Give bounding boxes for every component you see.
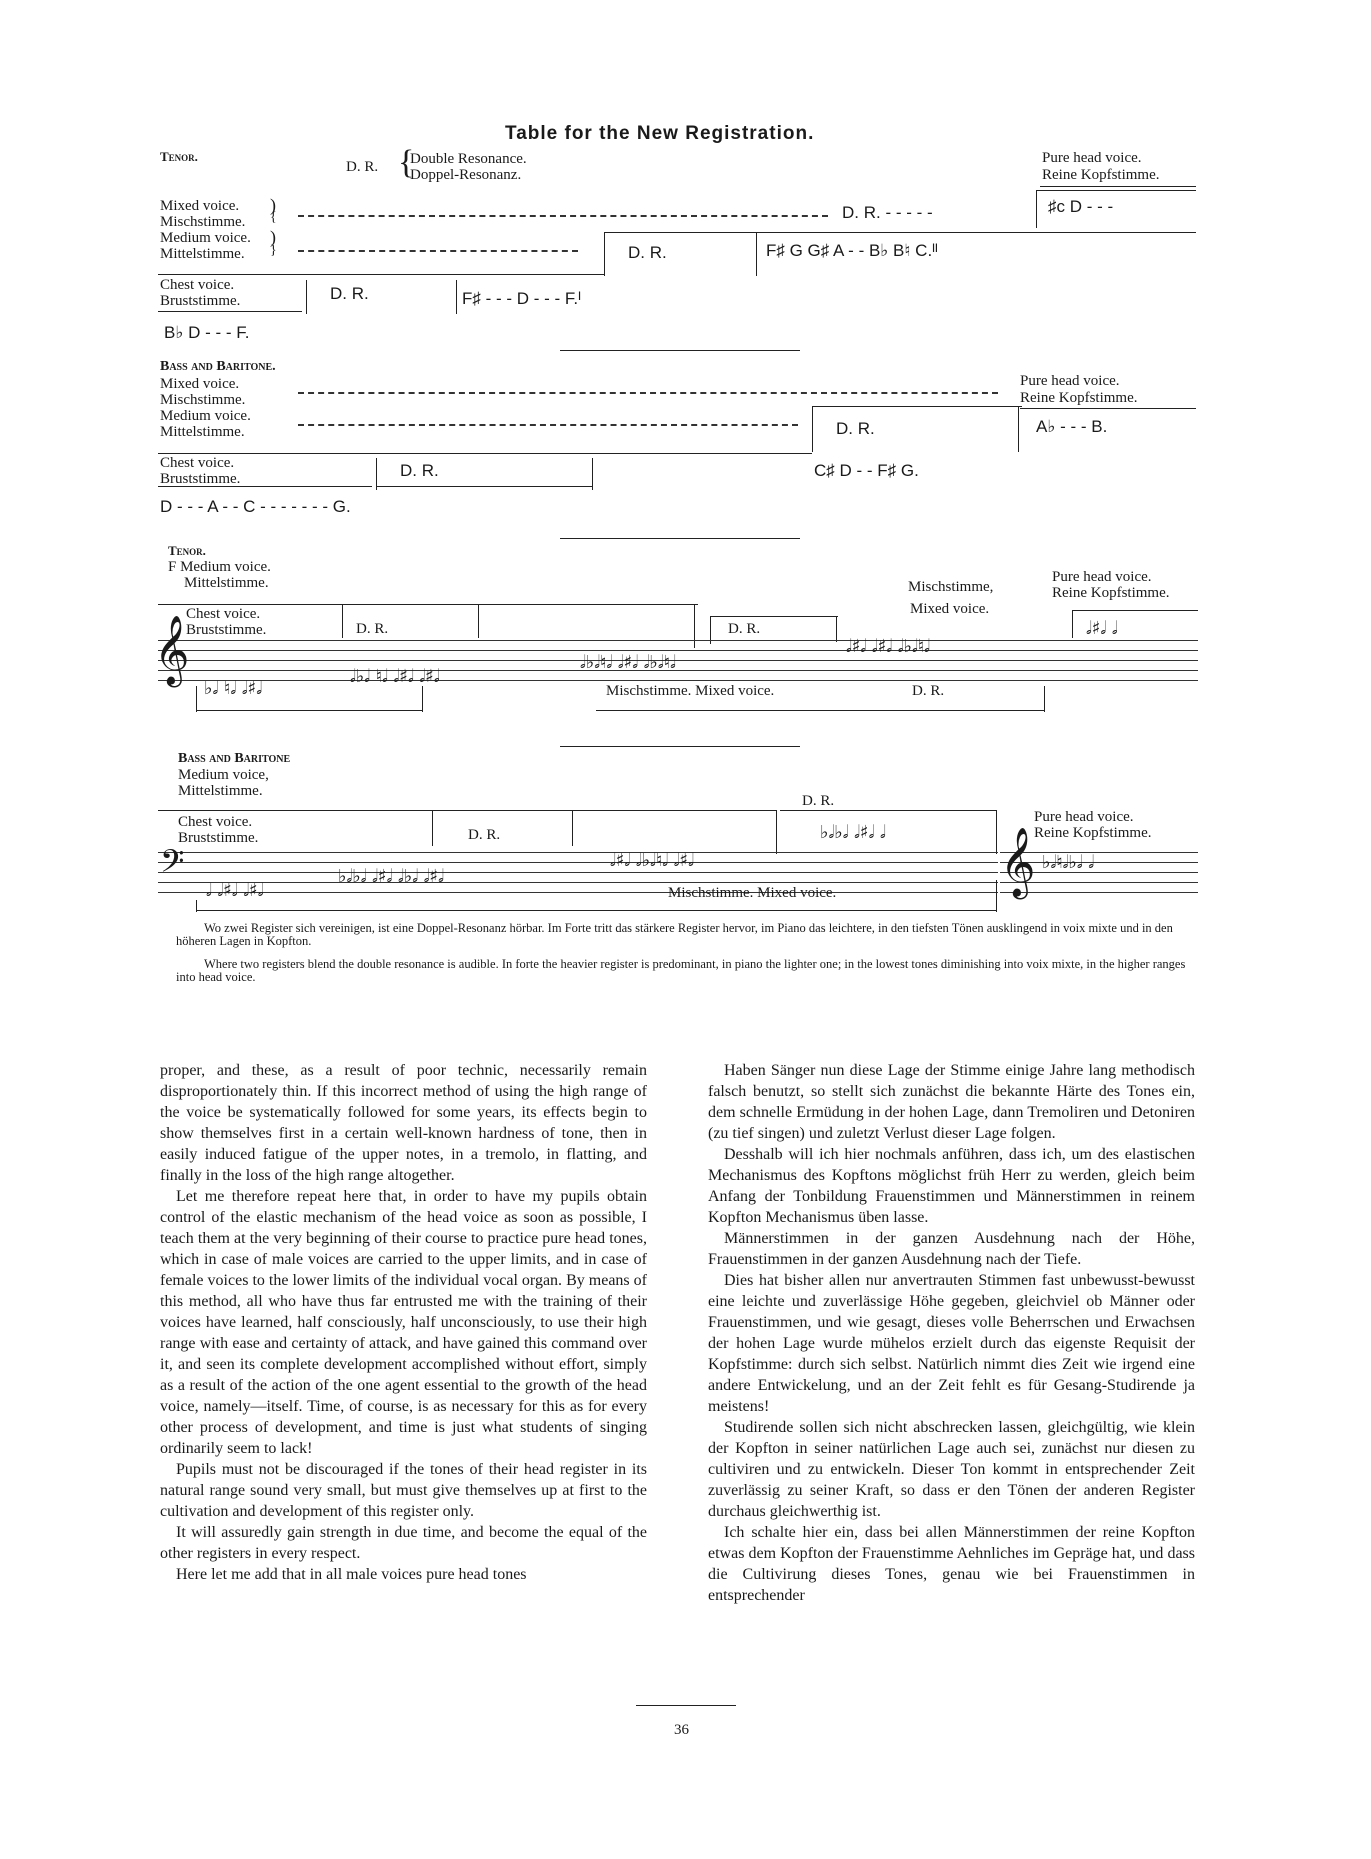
notes-run: ♭𝅗𝅥♭𝅗𝅥 𝅗𝅥♯𝅗𝅥 𝅗𝅥: [820, 822, 886, 843]
rule: [780, 810, 996, 811]
bracket: [432, 810, 433, 846]
mixed-bottom: Mischstimme. Mixed voice.: [668, 885, 837, 901]
rule: [596, 710, 1044, 711]
bass2-mittel: Mittelstimme.: [178, 783, 263, 799]
dr-key: D. R.: [346, 159, 379, 175]
rule: [158, 604, 698, 605]
section-divider: [560, 350, 800, 351]
notes-run: ♭𝅗𝅥 ♮𝅗𝅥 𝅗𝅥♯𝅗𝅥: [204, 678, 262, 699]
row3-dr: D. R.: [400, 461, 439, 480]
notes-run: 𝅗𝅥 𝅗𝅥♯𝅗𝅥 𝅗𝅥♯𝅗𝅥: [206, 880, 264, 901]
brace-small: }: [270, 243, 277, 258]
section-divider: [560, 746, 800, 747]
row4-notes: D - - - A - - C - - - - - - - G.: [160, 497, 351, 516]
mixed-bottom: Mischstimme. Mixed voice.: [606, 683, 775, 699]
medium-de: Mittelstimme.: [160, 246, 245, 262]
head-voice-en: Pure head voice.: [1034, 809, 1134, 825]
bracket: [996, 810, 997, 854]
rule: [158, 274, 604, 275]
dr-2: D. R.: [802, 793, 835, 809]
mixed-de: Mischstimme.: [160, 392, 246, 408]
left-paragraph: Let me therefore repeat here that, in order to have my pupils obtain control of the elastic mechanism of the head voice as soon as possible, I teach them at the very beginning of their course to practice pure head tones, which in case of male voices are carried to the upper limits, and in case of female voices to the lower limits of the individual vocal organ. By means of this method, all who have thus far entrusted me with the training of their voices have learned, half consciously, half unconsciously, to use their high range with ease and certainty of attack, and have gained this command over it, and seen its complete development accomplished without effort, simply as a result of the action of the one agent essential to the growth of the head voice, namely—itself. Time, of course, is as necessary for this as for every other process of development, and time is just what students of singing ordinarily seem to lack!: [160, 1188, 647, 1457]
rule: [376, 486, 592, 487]
head-voice-en: Pure head voice.: [1052, 569, 1152, 585]
treble-clef-icon: 𝄞: [1000, 827, 1036, 897]
right-paragraph: Dies hat bisher allen nur anvertrauten Stimmen fast unbewusst-bewusst eine leichte und zuverlässige Höhe gegeben, gleichviel ob Männer oder Frauenstimmen, und wie gesagt, dieses volle Beherrschen und Erwachsen der hohen Lage wurde mühelos erzielt durch das eigenste Requisit der Kopfstimme: durch sich selbst. Natürlich nimmt dies Zeit wie irgend eine andere Entwickelung, und an der Zeit fehlt es für Gesang-Studirende ja meistens!: [708, 1272, 1195, 1415]
rule: [1040, 186, 1196, 187]
rule: [1072, 610, 1198, 611]
brace-small: ): [270, 227, 276, 247]
rule: [1036, 190, 1196, 191]
row3-dr: D. R.: [330, 284, 369, 303]
bracket: [572, 810, 573, 846]
mixed-top-en: Mixed voice.: [910, 601, 990, 617]
right-paragraph: Männerstimmen in der ganzen Ausdehnung nach der Höhe, Frauenstimmen in der ganzen Ausdehnung nach der Tiefe.: [708, 1230, 1195, 1268]
rule: [196, 710, 422, 711]
bracket: [1044, 686, 1045, 712]
page-number: 36: [674, 1722, 689, 1738]
dr-2: D. R.: [728, 621, 761, 637]
bracket: [836, 616, 837, 642]
head-voice-de: Reine Kopfstimme.: [1034, 825, 1152, 841]
bracket: [1072, 610, 1073, 638]
page-title: Table for the New Registration.: [505, 123, 815, 144]
bracket: [812, 406, 813, 452]
mixed-en: Mixed voice.: [160, 198, 240, 214]
row1-head-notes: ♯c D - - -: [1048, 197, 1114, 216]
chest-de: Bruststimme.: [178, 830, 259, 846]
head-voice-de: Reine Kopfstimme.: [1020, 390, 1138, 406]
tenor2-label: Tenor.: [168, 543, 206, 558]
tenor2-mittel: Mittelstimme.: [184, 575, 269, 591]
dr-1: D. R.: [356, 621, 389, 637]
chest-en: Chest voice.: [160, 277, 235, 293]
right-column: [708, 1060, 1195, 1606]
bracket: [456, 280, 457, 314]
chest-en: Chest voice.: [186, 606, 261, 622]
treble-staff: [158, 640, 1198, 688]
bass-label: Bass and Baritone.: [160, 359, 276, 374]
notes-run: 𝅗𝅥♯𝅗𝅥 𝅗𝅥♭𝅗𝅥♮𝅗𝅥 𝅗𝅥♯𝅗𝅥: [610, 850, 694, 871]
bracket: [1036, 190, 1037, 228]
bracket: [604, 232, 605, 276]
row2-head-notes: A♭ - - - B.: [1036, 417, 1108, 436]
rule: [158, 810, 776, 811]
bracket: [1018, 406, 1019, 452]
chest-de: Bruststimme.: [160, 471, 241, 487]
dash-line: [298, 215, 828, 217]
left-paragraph: It will assuredly gain strength in due time, and become the equal of the other registers in every respect.: [160, 1524, 647, 1562]
row3-notes: F♯ - - - D - - - F.ᴵ: [462, 289, 581, 308]
bracket: [756, 232, 757, 276]
medium-de: Mittelstimme.: [160, 424, 245, 440]
bracket: [776, 810, 777, 854]
row2-dr: D. R.: [628, 243, 667, 262]
brace-small: {: [270, 210, 277, 225]
chest-stack: [186, 606, 266, 638]
notes-run: 𝅗𝅥♯𝅗𝅥 𝅗𝅥♯𝅗𝅥 𝅗𝅥♭𝅗𝅥♮𝅗𝅥: [846, 636, 930, 657]
right-paragraph: Studirende sollen sich nicht abschrecken lassen, gleichgültig, wie klein der Kopfton in seiner natürlichen Lage auch sei, zunächst nur diesen zu cultiviren und zu entwickeln. Dieser Ton kommt in entsprechender Zeit zuverlässig zu seiner Kraft, so dass er den Tönen der anderen Register durchaus gleichwerthig ist.: [708, 1419, 1195, 1520]
head-voice-de: Reine Kopfstimme.: [1042, 167, 1160, 183]
rule: [158, 486, 372, 487]
dr-german: Doppel-Resonanz.: [410, 167, 522, 183]
bracket: [478, 604, 479, 638]
bracket: [422, 686, 423, 712]
bass2-medium: Medium voice,: [178, 767, 269, 783]
bracket: [196, 686, 197, 712]
bracket: [592, 458, 593, 490]
bass-staff: [158, 852, 998, 900]
rule: [196, 910, 996, 911]
rule: [158, 453, 812, 454]
left-column: [160, 1060, 647, 1585]
chest-en: Chest voice.: [178, 814, 253, 830]
dash-line: [298, 392, 998, 394]
mixed-top-de: Mischstimme,: [908, 579, 994, 595]
notes-run: 𝅗𝅥♭𝅗𝅥 ♮𝅗𝅥 𝅗𝅥♯𝅗𝅥 𝅗𝅥♯𝅗𝅥: [350, 666, 440, 687]
bracket: [306, 280, 307, 314]
bass-clef-icon: 𝄢: [160, 843, 185, 887]
left-paragraph: Here let me add that in all male voices pure head tones: [176, 1566, 527, 1583]
dr-1: D. R.: [468, 827, 501, 843]
chest-stack: [160, 277, 240, 309]
medium-en: Medium voice.: [160, 230, 251, 246]
row2-dr: D. R.: [836, 419, 875, 438]
right-paragraph: Haben Sänger nun diese Lage der Stimme einige Jahre lang methodisch falsch benutzt, so stellt sich zunächst die bekannte Härte des Tones ein, dem schnelle Ermüdung in der hohen Lage, dann Tremoliren und Detoniren (zu tief singen) und zuletzt Verlust dieser Lage folgen.: [708, 1062, 1195, 1142]
rule: [710, 616, 838, 617]
bracket: [996, 880, 997, 912]
row3-notes: C♯ D - - F♯ G.: [814, 461, 919, 480]
voice-stack: [160, 376, 251, 440]
tenor2-medium: F Medium voice.: [168, 559, 271, 575]
dash-line: [298, 424, 798, 426]
treble-clef-icon: 𝄞: [154, 615, 190, 685]
mixed-de: Mischstimme.: [160, 214, 246, 230]
page-number-rule: [636, 1705, 736, 1706]
left-paragraph: proper, and these, as a result of poor technic, necessarily remain disproportionately thin. If this incorrect method of using the high range of the voice be systematically followed for some years, its effects begin to show themselves first in a certain well-known hardness of tone, then in easily induced fatigue of the upper notes, in a tremolo, in flatting, and finally in the loss of the high range altogether.: [160, 1062, 647, 1184]
head-voice-en: Pure head voice.: [1042, 150, 1142, 166]
medium-en: Medium voice.: [160, 408, 251, 424]
tenor-label: Tenor.: [160, 149, 198, 164]
dr-3: D. R.: [912, 683, 945, 699]
bracket: [342, 604, 343, 638]
dr-english: Double Resonance.: [410, 151, 527, 167]
mixed-en: Mixed voice.: [160, 376, 240, 392]
footnote-english: Where two registers blend the double resonance is audible. In forte the heavier register is predominant, in piano the lighter one; in the lowest tones diminishing into voix mixte, in the higher ranges into head voice.: [176, 957, 1186, 984]
head-voice-de: Reine Kopfstimme.: [1052, 585, 1170, 601]
notes-run: ♭𝅗𝅥♮𝅗𝅥♭𝅗𝅥 𝅗𝅥: [1042, 852, 1095, 873]
dash-line: [298, 250, 578, 252]
notes-run: 𝅗𝅥♯𝅗𝅥 𝅗𝅥: [1086, 618, 1118, 639]
left-paragraph: Pupils must not be discouraged if the tones of their head register in its natural range sound very small, but must give themselves up at first to the cultivation and development of this register only.: [160, 1461, 647, 1520]
row1-notes: D. R. - - - - -: [842, 203, 933, 222]
brace: {: [398, 144, 415, 181]
rule: [1020, 408, 1196, 409]
chest-de: Bruststimme.: [186, 622, 267, 638]
right-paragraph: Ich schalte hier ein, dass bei allen Männerstimmen der reine Kopfton etwas dem Kopfton der Frauenstimme Aehnliches im Gepräge hat, und dass die Cultivirung dieses Tones, genau wie bei Frauenstimmen in entsprechender: [708, 1524, 1195, 1604]
notes-run: 𝅗𝅥♭𝅗𝅥♮𝅗𝅥 𝅗𝅥♯𝅗𝅥 𝅗𝅥♭𝅗𝅥♮𝅗𝅥: [580, 652, 676, 673]
voice-stack: [160, 198, 251, 262]
chest-stack: [178, 814, 258, 846]
section-divider: [560, 538, 800, 539]
right-paragraph: Desshalb will ich hier nochmals anführen, dass ich, um des elastischen Mechanismus des Kopftons möglichst früh Herr zu werden, gleich beim Anfang der Tonbildung Frauenstimmen und Männerstimmen in reinem Kopfton Mechanismus üben lasse.: [708, 1146, 1195, 1226]
chest-en: Chest voice.: [160, 455, 235, 471]
row2-notes: F♯ G G♯ A - - B♭ B♮ C.ᴵᴵ: [766, 241, 938, 260]
head-voice-en: Pure head voice.: [1020, 373, 1120, 389]
chest-stack: [160, 455, 240, 487]
bass2-label: Bass and Baritone: [178, 751, 291, 766]
chest-de: Bruststimme.: [160, 293, 241, 309]
rule: [158, 311, 302, 312]
row4-notes: B♭ D - - - F.: [164, 323, 250, 342]
rule: [812, 406, 1022, 407]
rule: [604, 232, 1196, 233]
brace-small: ): [270, 195, 276, 215]
notes-run: ♭𝅗𝅥♭𝅗𝅥 𝅗𝅥♯𝅗𝅥 𝅗𝅥♭𝅗𝅥 𝅗𝅥♯𝅗𝅥: [338, 866, 444, 887]
footnote-german: Wo zwei Register sich vereinigen, ist eine Doppel-Resonanz hörbar. Im Forte tritt das stärkere Register hervor, im Piano das leichtere, in den tiefsten Tönen ausklingend in voix mixte und in den höheren Lagen in Kopfton.: [176, 921, 1173, 948]
